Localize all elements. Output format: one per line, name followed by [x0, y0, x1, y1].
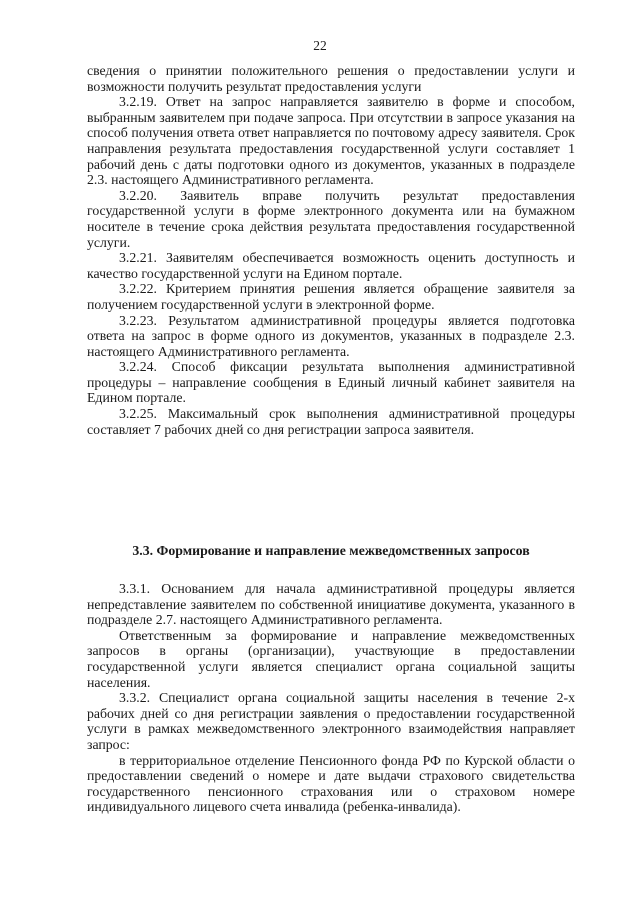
- paragraph-continuation: сведения о принятии положительного решения о предоставлении услуги и возможности получить результат предоставления услуги: [87, 63, 575, 94]
- paragraph-3-2-24: 3.2.24. Способ фиксации результата выполнения административной процедуры – направление сообщения в Единый личный кабинет заявителя на Едином портале.: [87, 359, 575, 406]
- paragraph-3-2-22: 3.2.22. Критерием принятия решения является обращение заявителя за получением государственной услуги в электронной форме.: [87, 281, 575, 312]
- paragraph-3-3-1: 3.3.1. Основанием для начала административной процедуры является непредставление заявителем по собственной инициативе документа, указанного в подразделе 2.7. настоящего Административного регламента.: [87, 581, 575, 628]
- paragraph-3-2-21: 3.2.21. Заявителям обеспечивается возможность оценить доступность и качество государственной услуги на Едином портале.: [87, 250, 575, 281]
- section-heading: 3.3. Формирование и направление межведомственных запросов: [132, 543, 530, 558]
- paragraph-3-3-2: 3.3.2. Специалист органа социальной защиты населения в течение 2-х рабочих дней со дня регистрации заявления о предоставлении государственной услуги в рамках межведомственного электронного взаимодействия направляет запрос:: [87, 690, 575, 752]
- bottom-text-block: [87, 581, 575, 815]
- paragraph-3-2-25: 3.2.25. Максимальный срок выполнения административной процедуры составляет 7 рабочих дней со дня регистрации запроса заявителя.: [87, 406, 575, 437]
- paragraph-pension-fund: в территориальное отделение Пенсионного фонда РФ по Курской области о предоставлении сведений о номере и дате выдачи страхового свидетельства государственного пенсионного страхования или о страховом номере индивидуального лицевого счета инвалида (ребенка-инвалида).: [87, 752, 575, 815]
- top-text-block: [87, 63, 575, 437]
- paragraph-3-2-19: 3.2.19. Ответ на запрос направляется заявителю в форме и способом, выбранным заявителем при подаче запроса. При отсутствии в запросе указания на способ получения ответа ответ направляется по почтовому адресу заявителя. Срок направления результата предоставления государственной услуги составляет 1 рабочий день с даты подготовки одного из документов, указанных в подразделе 2.3. настоящего Административного регламента.: [87, 94, 575, 188]
- page-number: 22: [313, 38, 327, 53]
- paragraph-responsible: Ответственным за формирование и направление межведомственных запросов в органы (организации), участвующие в предоставлении государственной услуги является специалист органа социальной защиты населения.: [87, 627, 575, 690]
- paragraph-3-2-20: 3.2.20. Заявитель вправе получить результат предоставления государственной услуги в форме электронного документа или на бумажном носителе в течение срока действия результата предоставления государственной услуги.: [87, 187, 575, 250]
- paragraph-3-2-23: 3.2.23. Результатом административной процедуры является подготовка ответа на запрос в форме одного из документов, указанных в подразделе 2.3. настоящего Административного регламента.: [87, 312, 575, 359]
